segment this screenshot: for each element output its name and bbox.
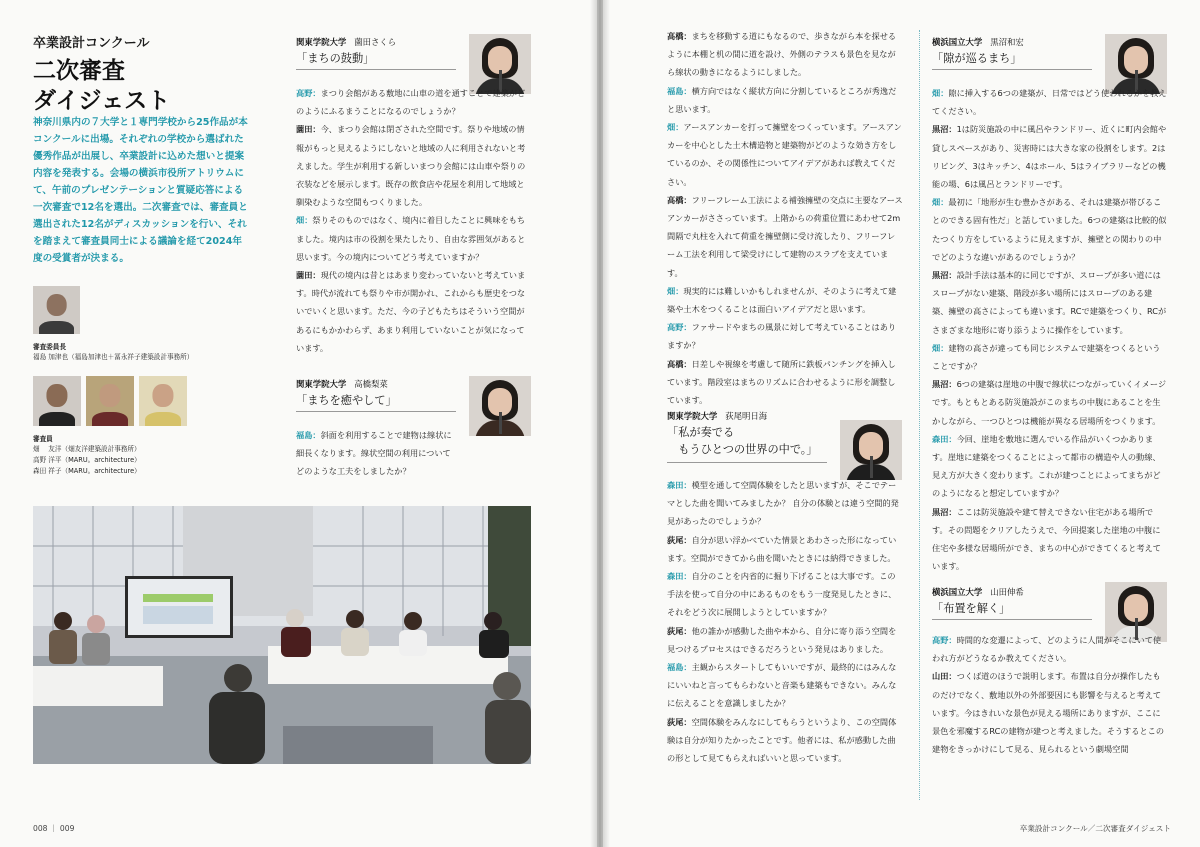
divider [296,69,456,70]
interview-student-name: 荻尾明日海 [725,411,768,421]
jury-portrait-morita [139,376,187,426]
divider [932,619,1092,620]
page-folio: 008 ｜ 009 [33,824,75,833]
jury-name: 高野 洋平（MARU。architecture） [33,456,141,464]
interview-title: 「私が奏でる もうひとつの世界の中で。」 [667,426,818,456]
chair-portrait [33,286,80,334]
column-divider [919,30,920,800]
interview2-text: 福島：斜面を利用することで建物は線状に細長くなります。線状空間の利用についてどのような工夫をしましたか？ [296,430,452,477]
jury-portrait-takano [86,376,134,426]
interview-title: 「隙が巡るまち」 [932,52,1022,65]
section-kicker: 卒業設計コンクール [33,36,150,51]
left-page [0,0,597,847]
student-portrait [469,376,531,436]
chair-name: 福島 加津也（福島加津也＋冨永祥子建築設計事務所） [33,353,194,361]
event-photo-illustration [33,506,531,764]
event-photo [33,506,531,764]
interview1-text: 高野：まつり会館がある敷地に山車の道を通すことで建築がどのようにふるまうことになるのでしょうか？ 薗田：今、まつり会館は閉ざされた空間です。祭りや地域の情報がもっと見えるようにしないと地域の人に利用されないと考えました。学生が利用する新しいまつり会館には山車や祭りの衣装などを展示します。既存の飲食店や花屋を利用して地域と馴染むような空間もつくりました。 畑：祭りそのものではなく、境内に着目したことに興味をもちました。境内は市の役割を果たしたり、自由な雰囲気があると思います。今の境内についてどう考えていますか？ 薗田：現代の境内は昔とはあまり変わっていないと考えています。時代が流れても祭りや市が開かれ、これからも歴史をつないでいくと思います。ただ、今の子どもたちはそういう空間があるにもかかわらず、あまり利用していないことが気になっています。 [296,88,526,353]
right-page [603,0,1200,847]
interview4-text: 畑：隙に挿入する6つの建築が、日常ではどう使われるかを教えてください。 黒沼：1は防災施設の中に風呂やランドリー、近くに町内会館や貸しスペースがあり、災害時には大きな家の役割をします。2はリビング、3はキッチン、4はホール、5はライブラリーなどの機能の場、6は風呂とランドリーです。 畑：最初に「地形が生む豊かさがある、それは建築が帯びることのできる固有性だ」と話していました。6つの建築は比較的似たつくり方をしているように見えますが、擁壁との関わりの中でどのような違いがあるのでしょうか？ 黒沼：設計手法は基本的に同じですが、スロープが多い道にはスロープがない建築、階段が多い場所にはスロープのある建築、擁壁の高さによっても違います。RCで建築をつくり、RCがさまざまな地形に寄り添うように操作をしています。 畑：建物の高さが違っても同じシステムで建築をつくるということですか？ 黒沼：6つの建築は崖地の中腹で線状につながっていくイメージです。もともとある防災施設がこのまちの中腹にあることを生かしながら、一つひとつは機能が異なる居場所をつくります。 森田：今回、崖地を敷地に選んでいる作品がいくつかあります。崖地に建築をつくることによって都市の構造や人の動線、見え方が大きく変わります。これが建つことによってまちがどのようになると想定していますか？ 黒沼：ここは防災施設や建て替えできない住宅がある場所です。その問題をクリアしたうえで、今回提案した崖地の中腹に住宅や多様な居場所ができ、まちの中心ができてくると考えています。 [932,88,1167,572]
jury-name: 畑 友洋（畑友洋建築設計事務所） [33,445,141,453]
spine-shadow [590,0,610,847]
chair-role: 審査委員長 [33,343,66,351]
interview-title: 「布置を解く」 [932,602,1011,615]
interview5-text: 高野：時間的な変遷によって、どのように人間がそこにいて使われ方がどうなるか教えてください。 山田：つくば道のほうで説明します。布置は自分が操作したものだけでなく、敷地以外の外部要因にも影響を与えると考えています。今はきれいな景色が見える場所にありますが、ここに景色を邪魔するRCの建物が建つと考えました。そうするとこの建物をきっかけにして見る、見られるという劇場空間 [932,635,1165,755]
jury-name: 森田 祥子（MARU。architecture） [33,467,141,475]
interview-title: 「まちの鼓動」 [296,52,375,65]
running-footer: 卒業設計コンクール／二次審査ダイジェスト [1019,824,1171,833]
interview2-continued-text: 高橋：まちを移動する道にもなるので、歩きながら本を探せるように本棚と机の間に道を設け、外側のテラスも景色を見ながら線状の動きになるようにしました。 福島：横方向ではなく縦状方向に分割しているところが秀逸だと思います。 畑：アースアンカーを打って擁壁をつくっています。アースアンカーを中心とした土木構造物と建築物がどのような効き方をしているのか、その関係性についてアイデアがあれば教えてください。 高橋：フリーフレーム工法による補強擁壁の交点に主要なアースアンカーがささっています。上階からの荷重位置にあわせて2m間隔で丸柱を入れて荷重を擁壁側に受け流したり、フリーフレーム工法を利用して梁受けにして建物のスラブを支えています。 畑：現実的には難しいかもしれませんが、そのように考えて建築や土木をつくることは面白いアイデアだと思います。 高野：ファサードやまちの風景に対して考えていることはありますか？ 高橋：日差しや視線を考慮して随所に鉄板パンチングを挿入しています。階段室はまちのリズムに合わせるように形を調整しています。 [667,31,903,406]
interview-student-name: 山田伸希 [990,587,1024,597]
interview-student-name: 高橋梨菜 [354,379,388,389]
interview-school: 横浜国立大学 黒沼和宏 [932,37,1024,47]
interview-student-name: 黒沼和宏 [990,37,1024,47]
page-title: 二次審査 ダイジェスト [33,58,171,114]
jury-role: 審査員 [33,435,53,443]
interview-school: 横浜国立大学 山田伸希 [932,587,1024,597]
interview-student-name: 薗田さくら [354,37,397,47]
divider [296,411,456,412]
interview-school: 関東学院大学 荻尾明日海 [667,411,768,421]
intro-text: 神奈川県内の７大学と１専門学校から25作品が本コンクールに出場。それぞれの学校から選ばれた優秀作品が出展し、卒業設計に込めた想いと提案内容を発表する。会場の横浜市役所アトリウムにて、午前のプレゼンテーションと質疑応答による一次審査で12名を選出。二次審査では、審査員と選出された12名がディスカッションを行い、それを踏まえて審査員同士による議論を経て2024年度の受賞者が決まる。 [33,117,248,264]
interview-title: 「まちを癒やして」 [296,394,397,407]
student-portrait [840,420,902,480]
divider [667,462,827,463]
interview-school: 関東学院大学 高橋梨菜 [296,379,388,389]
interview-school: 関東学院大学 薗田さくら [296,37,397,47]
divider [932,69,1092,70]
interview3-text: 森田：模型を通して空間体験をしたと思いますが、そこでテーマとした曲を聞いてみましたか？ 自分の体験とは違う空間的発見があったのでしょうか？ 荻尾：自分が思い浮かべていた情景とあわさった形になっています。空間ができてから曲を聞いたときには納得できました。 森田：自分のことを内省的に掘り下げることは大事です。この手法を使って自分の中にあるものをもう一度発見したときに、それをどう次に展開しようとしていますか？ 荻尾：他の誰かが感動した曲や本から、自分に寄り添う空間を見つけるプロセスはできるだろうという発見はありました。 福島：主観からスタートしてもいいですが、最終的にはみんなにいいねと言ってもらわないと音楽も建築もできない。みんなに伝えることを意識しましたか？ 荻尾：空間体験をみんなにしてもらうというより、この空間体験は自分が知りたかったことです。他者には、私が感動した曲の形として見てもらえればいいと思っています。 [667,480,899,764]
jury-portrait-hata [33,376,81,426]
